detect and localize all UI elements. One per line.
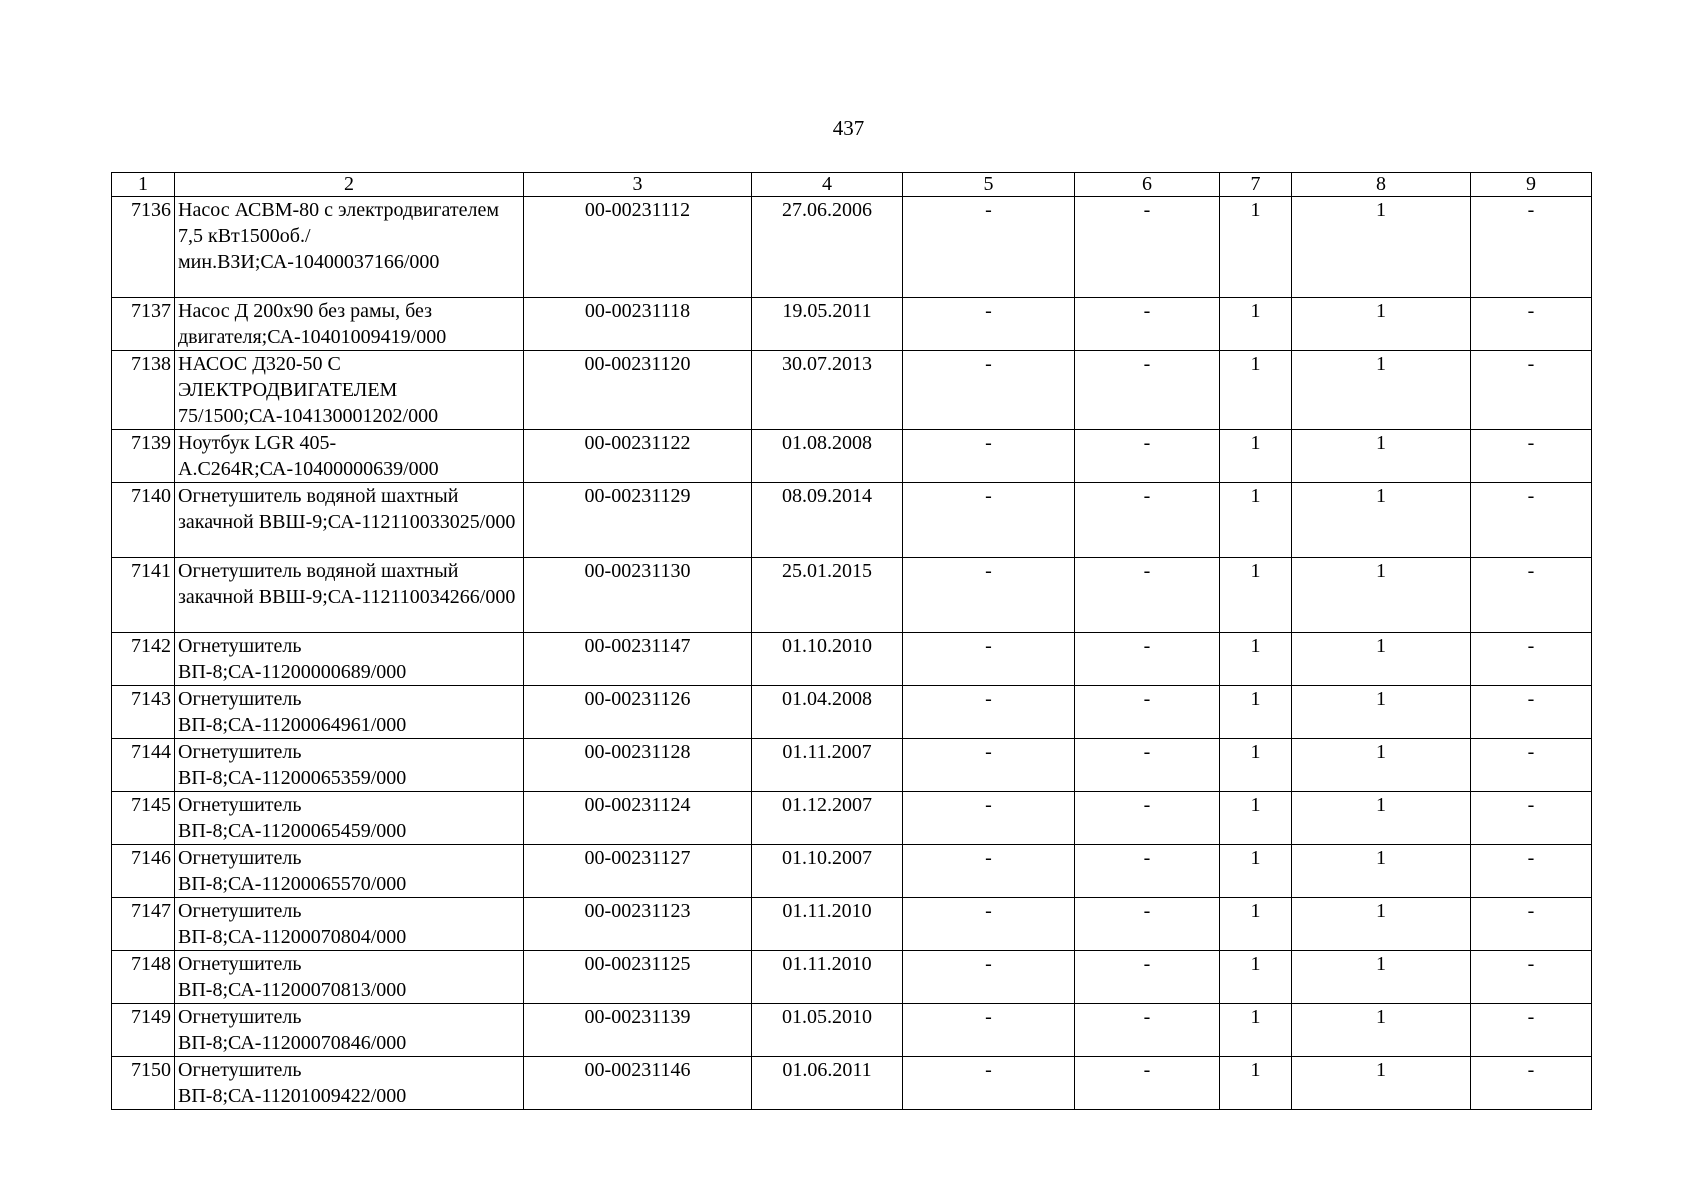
cell-col5: -	[903, 951, 1075, 1004]
cell-col9: -	[1471, 483, 1592, 558]
date-cell: 01.11.2010	[752, 951, 903, 1004]
cell-col5: -	[903, 898, 1075, 951]
date-cell: 01.11.2010	[752, 898, 903, 951]
inventory-code: 00-00231129	[524, 483, 752, 558]
table-row	[112, 739, 1592, 792]
cell-col9: -	[1471, 845, 1592, 898]
cell-col6: -	[1075, 298, 1220, 351]
cell-col7: 1	[1220, 686, 1292, 739]
cell-col5: -	[903, 351, 1075, 430]
item-name: НАСОС Д320-50 С ЭЛЕКТРОДВИГАТЕЛЕМ 75/1500;СА-104130001202/000	[175, 351, 524, 430]
cell-col6: -	[1075, 483, 1220, 558]
cell-col9: -	[1471, 898, 1592, 951]
cell-col7: 1	[1220, 898, 1292, 951]
cell-col9: -	[1471, 430, 1592, 483]
table-row	[112, 558, 1592, 633]
date-cell: 01.08.2008	[752, 430, 903, 483]
header-row	[112, 173, 1592, 197]
cell-col8: 1	[1292, 1057, 1471, 1110]
cell-col5: -	[903, 1004, 1075, 1057]
cell-col6: -	[1075, 739, 1220, 792]
date-cell: 01.10.2010	[752, 633, 903, 686]
cell-col9: -	[1471, 298, 1592, 351]
cell-col8: 1	[1292, 1004, 1471, 1057]
table-row	[112, 1057, 1592, 1110]
row-number: 7147	[112, 898, 175, 951]
cell-col5: -	[903, 633, 1075, 686]
cell-col8: 1	[1292, 633, 1471, 686]
cell-col5: -	[903, 298, 1075, 351]
table-row	[112, 845, 1592, 898]
item-name: Огнетушитель ВП-8;СА-11200000689/000	[175, 633, 524, 686]
row-number: 7145	[112, 792, 175, 845]
inventory-code: 00-00231146	[524, 1057, 752, 1110]
cell-col9: -	[1471, 351, 1592, 430]
cell-col6: -	[1075, 1057, 1220, 1110]
row-number: 7136	[112, 197, 175, 298]
cell-col6: -	[1075, 1004, 1220, 1057]
cell-col9: -	[1471, 558, 1592, 633]
cell-col9: -	[1471, 686, 1592, 739]
row-number: 7144	[112, 739, 175, 792]
inventory-code: 00-00231120	[524, 351, 752, 430]
cell-col6: -	[1075, 951, 1220, 1004]
item-name: Огнетушитель ВП-8;СА-11200070813/000	[175, 951, 524, 1004]
cell-col8: 1	[1292, 483, 1471, 558]
cell-col7: 1	[1220, 1004, 1292, 1057]
inventory-code: 00-00231122	[524, 430, 752, 483]
row-number: 7137	[112, 298, 175, 351]
cell-col7: 1	[1220, 1057, 1292, 1110]
inventory-code: 00-00231127	[524, 845, 752, 898]
cell-col7: 1	[1220, 951, 1292, 1004]
inventory-code: 00-00231126	[524, 686, 752, 739]
row-number: 7148	[112, 951, 175, 1004]
cell-col8: 1	[1292, 898, 1471, 951]
item-name: Огнетушитель ВП-8;СА-11201009422/000	[175, 1057, 524, 1110]
cell-col5: -	[903, 845, 1075, 898]
inventory-code: 00-00231123	[524, 898, 752, 951]
row-number: 7140	[112, 483, 175, 558]
cell-col5: -	[903, 430, 1075, 483]
table-row	[112, 951, 1592, 1004]
inventory-code: 00-00231124	[524, 792, 752, 845]
column-header: 6	[1075, 173, 1220, 197]
column-header: 2	[175, 173, 524, 197]
cell-col8: 1	[1292, 298, 1471, 351]
column-header: 8	[1292, 173, 1471, 197]
item-name: Огнетушитель водяной шахтный закачной ВВШ-9;СА-112110033025/000	[175, 483, 524, 558]
cell-col5: -	[903, 197, 1075, 298]
cell-col8: 1	[1292, 197, 1471, 298]
cell-col6: -	[1075, 558, 1220, 633]
cell-col8: 1	[1292, 951, 1471, 1004]
cell-col9: -	[1471, 792, 1592, 845]
cell-col5: -	[903, 558, 1075, 633]
cell-col6: -	[1075, 351, 1220, 430]
cell-col9: -	[1471, 1057, 1592, 1110]
date-cell: 01.04.2008	[752, 686, 903, 739]
cell-col5: -	[903, 1057, 1075, 1110]
date-cell: 01.12.2007	[752, 792, 903, 845]
cell-col7: 1	[1220, 845, 1292, 898]
table-row	[112, 792, 1592, 845]
table-row	[112, 633, 1592, 686]
cell-col7: 1	[1220, 298, 1292, 351]
inventory-code: 00-00231118	[524, 298, 752, 351]
item-name: Насос Д 200х90 без рамы, без двигателя;СА-10401009419/000	[175, 298, 524, 351]
date-cell: 30.07.2013	[752, 351, 903, 430]
cell-col8: 1	[1292, 792, 1471, 845]
row-number: 7143	[112, 686, 175, 739]
page-number: 437	[832, 116, 865, 140]
row-number: 7139	[112, 430, 175, 483]
cell-col5: -	[903, 739, 1075, 792]
cell-col9: -	[1471, 1004, 1592, 1057]
cell-col9: -	[1471, 197, 1592, 298]
cell-col7: 1	[1220, 351, 1292, 430]
row-number: 7141	[112, 558, 175, 633]
item-name: Огнетушитель ВП-8;СА-11200064961/000	[175, 686, 524, 739]
date-cell: 01.10.2007	[752, 845, 903, 898]
item-name: Ноутбук LGR 405-A.C264R;СА-10400000639/000	[175, 430, 524, 483]
table-row	[112, 483, 1592, 558]
table-row	[112, 898, 1592, 951]
item-name: Огнетушитель ВП-8;СА-11200070804/000	[175, 898, 524, 951]
cell-col6: -	[1075, 197, 1220, 298]
table-row	[112, 1004, 1592, 1057]
date-cell: 08.09.2014	[752, 483, 903, 558]
cell-col7: 1	[1220, 483, 1292, 558]
column-header: 3	[524, 173, 752, 197]
column-header: 7	[1220, 173, 1292, 197]
column-header: 4	[752, 173, 903, 197]
date-cell: 27.06.2006	[752, 197, 903, 298]
table-row	[112, 430, 1592, 483]
column-header: 5	[903, 173, 1075, 197]
table-row	[112, 351, 1592, 430]
inventory-code: 00-00231139	[524, 1004, 752, 1057]
cell-col5: -	[903, 686, 1075, 739]
inventory-code: 00-00231128	[524, 739, 752, 792]
inventory-code: 00-00231112	[524, 197, 752, 298]
cell-col6: -	[1075, 430, 1220, 483]
cell-col6: -	[1075, 845, 1220, 898]
cell-col7: 1	[1220, 558, 1292, 633]
table-row	[112, 298, 1592, 351]
cell-col7: 1	[1220, 792, 1292, 845]
column-header: 1	[112, 173, 175, 197]
cell-col8: 1	[1292, 739, 1471, 792]
date-cell: 01.06.2011	[752, 1057, 903, 1110]
cell-col5: -	[903, 792, 1075, 845]
row-number: 7138	[112, 351, 175, 430]
cell-col9: -	[1471, 739, 1592, 792]
date-cell: 01.05.2010	[752, 1004, 903, 1057]
inventory-code: 00-00231130	[524, 558, 752, 633]
cell-col9: -	[1471, 951, 1592, 1004]
date-cell: 19.05.2011	[752, 298, 903, 351]
date-cell: 25.01.2015	[752, 558, 903, 633]
cell-col8: 1	[1292, 430, 1471, 483]
cell-col8: 1	[1292, 686, 1471, 739]
cell-col7: 1	[1220, 197, 1292, 298]
column-header: 9	[1471, 173, 1592, 197]
inventory-code: 00-00231147	[524, 633, 752, 686]
cell-col7: 1	[1220, 739, 1292, 792]
item-name: Огнетушитель водяной шахтный закачной ВВШ-9;СА-112110034266/000	[175, 558, 524, 633]
inventory-code: 00-00231125	[524, 951, 752, 1004]
cell-col6: -	[1075, 686, 1220, 739]
item-name: Огнетушитель ВП-8;СА-11200065570/000	[175, 845, 524, 898]
cell-col8: 1	[1292, 845, 1471, 898]
item-name: Насос АСВМ-80 с электродвигателем 7,5 кВт1500об./мин.ВЗИ;СА-10400037166/000	[175, 197, 524, 298]
cell-col8: 1	[1292, 558, 1471, 633]
table-row	[112, 197, 1592, 298]
register-table	[111, 172, 1592, 1110]
row-number: 7149	[112, 1004, 175, 1057]
table-row	[112, 686, 1592, 739]
item-name: Огнетушитель ВП-8;СА-11200065459/000	[175, 792, 524, 845]
cell-col8: 1	[1292, 351, 1471, 430]
cell-col6: -	[1075, 633, 1220, 686]
cell-col7: 1	[1220, 430, 1292, 483]
row-number: 7146	[112, 845, 175, 898]
item-name: Огнетушитель ВП-8;СА-11200065359/000	[175, 739, 524, 792]
cell-col9: -	[1471, 633, 1592, 686]
row-number: 7150	[112, 1057, 175, 1110]
cell-col7: 1	[1220, 633, 1292, 686]
row-number: 7142	[112, 633, 175, 686]
cell-col6: -	[1075, 898, 1220, 951]
date-cell: 01.11.2007	[752, 739, 903, 792]
item-name: Огнетушитель ВП-8;СА-11200070846/000	[175, 1004, 524, 1057]
cell-col5: -	[903, 483, 1075, 558]
cell-col6: -	[1075, 792, 1220, 845]
